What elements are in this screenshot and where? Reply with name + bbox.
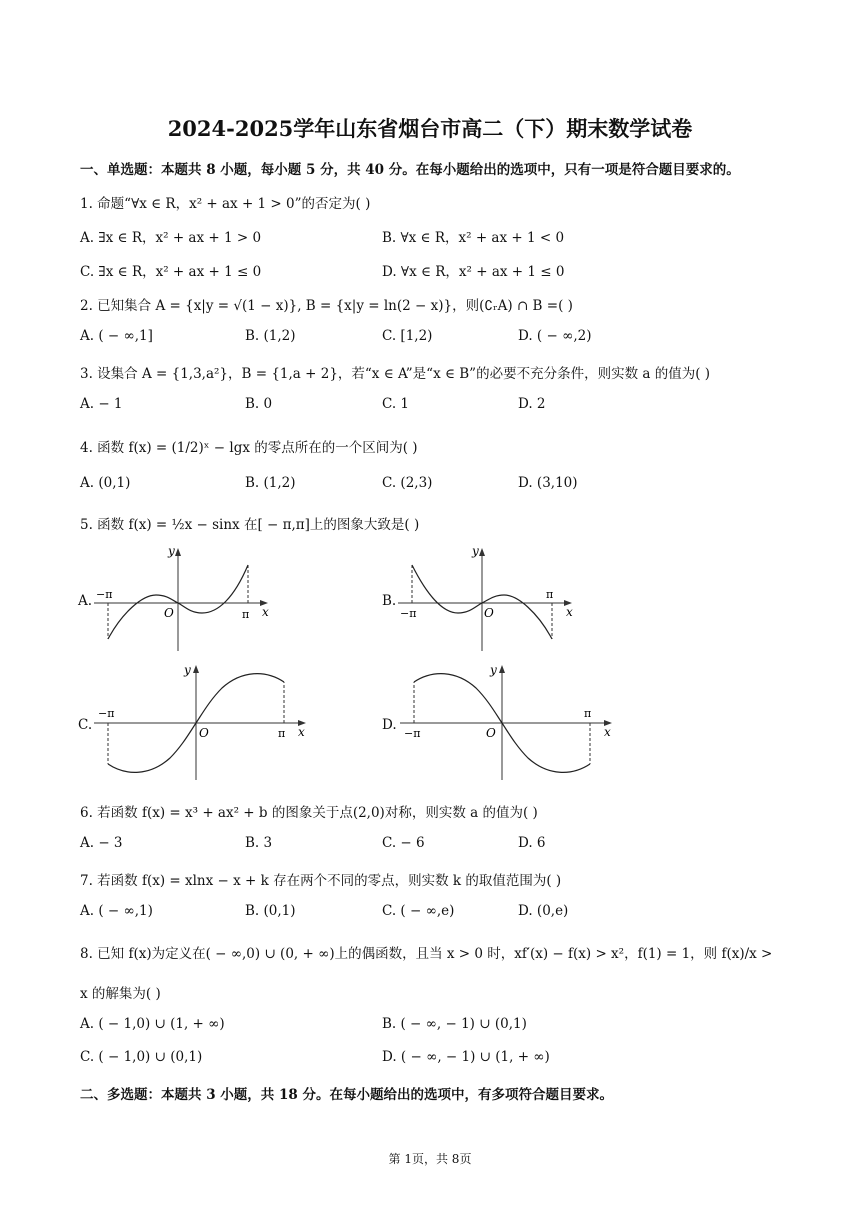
q2-option-b[interactable]: B. (1,2) [245,328,296,344]
q1-option-d[interactable]: D. ∀x ∈ R，x² + ax + 1 ≤ 0 [382,264,565,280]
x-axis-label: x [604,725,611,739]
origin-label: O [199,726,209,740]
q1-option-c[interactable]: C. ∃x ∈ R，x² + ax + 1 ≤ 0 [80,264,262,280]
neg-pi-label: −π [98,707,115,720]
q7-option-c[interactable]: C. ( − ∞,e) [382,903,455,919]
q3-option-c[interactable]: C. 1 [382,396,410,412]
pi-label: π [278,727,286,740]
y-axis-label: y [490,663,497,677]
neg-pi-label: −π [400,607,417,620]
q1-option-b[interactable]: B. ∀x ∈ R，x² + ax + 1 < 0 [382,230,565,246]
q7-option-d[interactable]: D. (0,e) [518,903,569,919]
q6-option-b[interactable]: B. 3 [245,835,273,851]
q6-option-d[interactable]: D. 6 [518,835,546,851]
x-axis-label: x [262,605,269,619]
q5-graph-b[interactable] [396,543,586,653]
q8-option-a[interactable]: A. ( − 1,0) ∪ (1, + ∞) [80,1016,225,1032]
question-6-stem: 6. 若函数 f(x) = x³ + ax² + b 的图象关于点(2,0)对称，则实数 a 的值为( ) [80,805,538,821]
q5-option-d[interactable]: D. [382,717,397,733]
question-8-stem-continued: x 的解集为( ) [80,986,161,1002]
q4-option-d[interactable]: D. (3,10) [518,475,578,491]
pi-label: π [546,588,554,601]
y-axis-label: y [472,544,479,558]
q8-option-c[interactable]: C. ( − 1,0) ∪ (0,1) [80,1049,203,1065]
q5-graph-d[interactable] [398,660,618,782]
page-title: 2024-2025学年山东省烟台市高二（下）期末数学试卷 [167,116,693,141]
neg-pi-label: −π [404,727,421,740]
q5-option-a[interactable]: A. [78,593,93,609]
section-heading-multi-choice: 二、多选题：本题共 3 小题，共 18 分。在每小题给出的选项中，有多项符合题目要求。 [80,1087,613,1103]
pi-label: π [242,608,250,621]
q2-option-a[interactable]: A. ( − ∞,1] [80,328,153,344]
origin-label: O [164,606,174,620]
question-4-stem: 4. 函数 f(x) = (1/2)ˣ − lgx 的零点所在的一个区间为( ) [80,440,418,456]
q4-option-b[interactable]: B. (1,2) [245,475,296,491]
origin-label: O [486,726,496,740]
pi-label: π [584,707,592,720]
q2-option-d[interactable]: D. ( − ∞,2) [518,328,592,344]
q3-option-d[interactable]: D. 2 [518,396,546,412]
question-2-stem: 2. 已知集合 A = {x|y = √(1 − x)}, B = {x|y = ln(2 − x)}，则(∁ᵣA) ∩ B =( ) [80,298,573,314]
question-3-stem: 3. 设集合 A = {1,3,a²}，B = {1,a + 2}，若“x ∈ A”是“x ∈ B”的必要不充分条件，则实数 a 的值为( ) [80,366,711,382]
q4-option-c[interactable]: C. (2,3) [382,475,433,491]
q8-option-d[interactable]: D. ( − ∞, − 1) ∪ (1, + ∞) [382,1049,550,1065]
question-8-stem: 8. 已知 f(x)为定义在( − ∞,0) ∪ (0, + ∞)上的偶函数，且当 x > 0 时，xf′(x) − f(x) > x²，f(1) = 1，则 f(x)/x > [80,946,773,962]
question-7-stem: 7. 若函数 f(x) = xlnx − x + k 存在两个不同的零点，则实数 k 的取值范围为( ) [80,873,562,889]
q1-option-a[interactable]: A. ∃x ∈ R，x² + ax + 1 > 0 [80,230,262,246]
q6-option-c[interactable]: C. − 6 [382,835,425,851]
origin-label: O [484,606,494,620]
question-5-stem: 5. 函数 f(x) = ½x − sinx 在[ − π,π]上的图象大致是( ) [80,517,420,533]
q8-option-b[interactable]: B. ( − ∞, − 1) ∪ (0,1) [382,1016,527,1032]
page-footer: 第 1页，共 8页 [388,1152,472,1166]
q3-option-a[interactable]: A. − 1 [80,396,123,412]
q7-option-b[interactable]: B. (0,1) [245,903,296,919]
q5-option-b[interactable]: B. [382,593,397,609]
neg-pi-label: −π [96,588,113,601]
q4-option-a[interactable]: A. (0,1) [80,475,131,491]
q7-option-a[interactable]: A. ( − ∞,1) [80,903,153,919]
question-1-stem: 1. 命题“∀x ∈ R，x² + ax + 1 > 0”的否定为( ) [80,196,371,212]
q6-option-a[interactable]: A. − 3 [80,835,123,851]
x-axis-label: x [298,725,305,739]
y-axis-label: y [184,663,191,677]
y-axis-label: y [168,544,175,558]
q3-option-b[interactable]: B. 0 [245,396,273,412]
section-heading-single-choice: 一、单选题：本题共 8 小题，每小题 5 分，共 40 分。在每小题给出的选项中，只有一项是符合题目要求的。 [80,162,740,178]
q5-option-c[interactable]: C. [78,717,93,733]
q2-option-c[interactable]: C. [1,2) [382,328,433,344]
x-axis-label: x [566,605,573,619]
q5-graph-c[interactable] [92,660,312,782]
q5-graph-a[interactable] [92,543,282,653]
